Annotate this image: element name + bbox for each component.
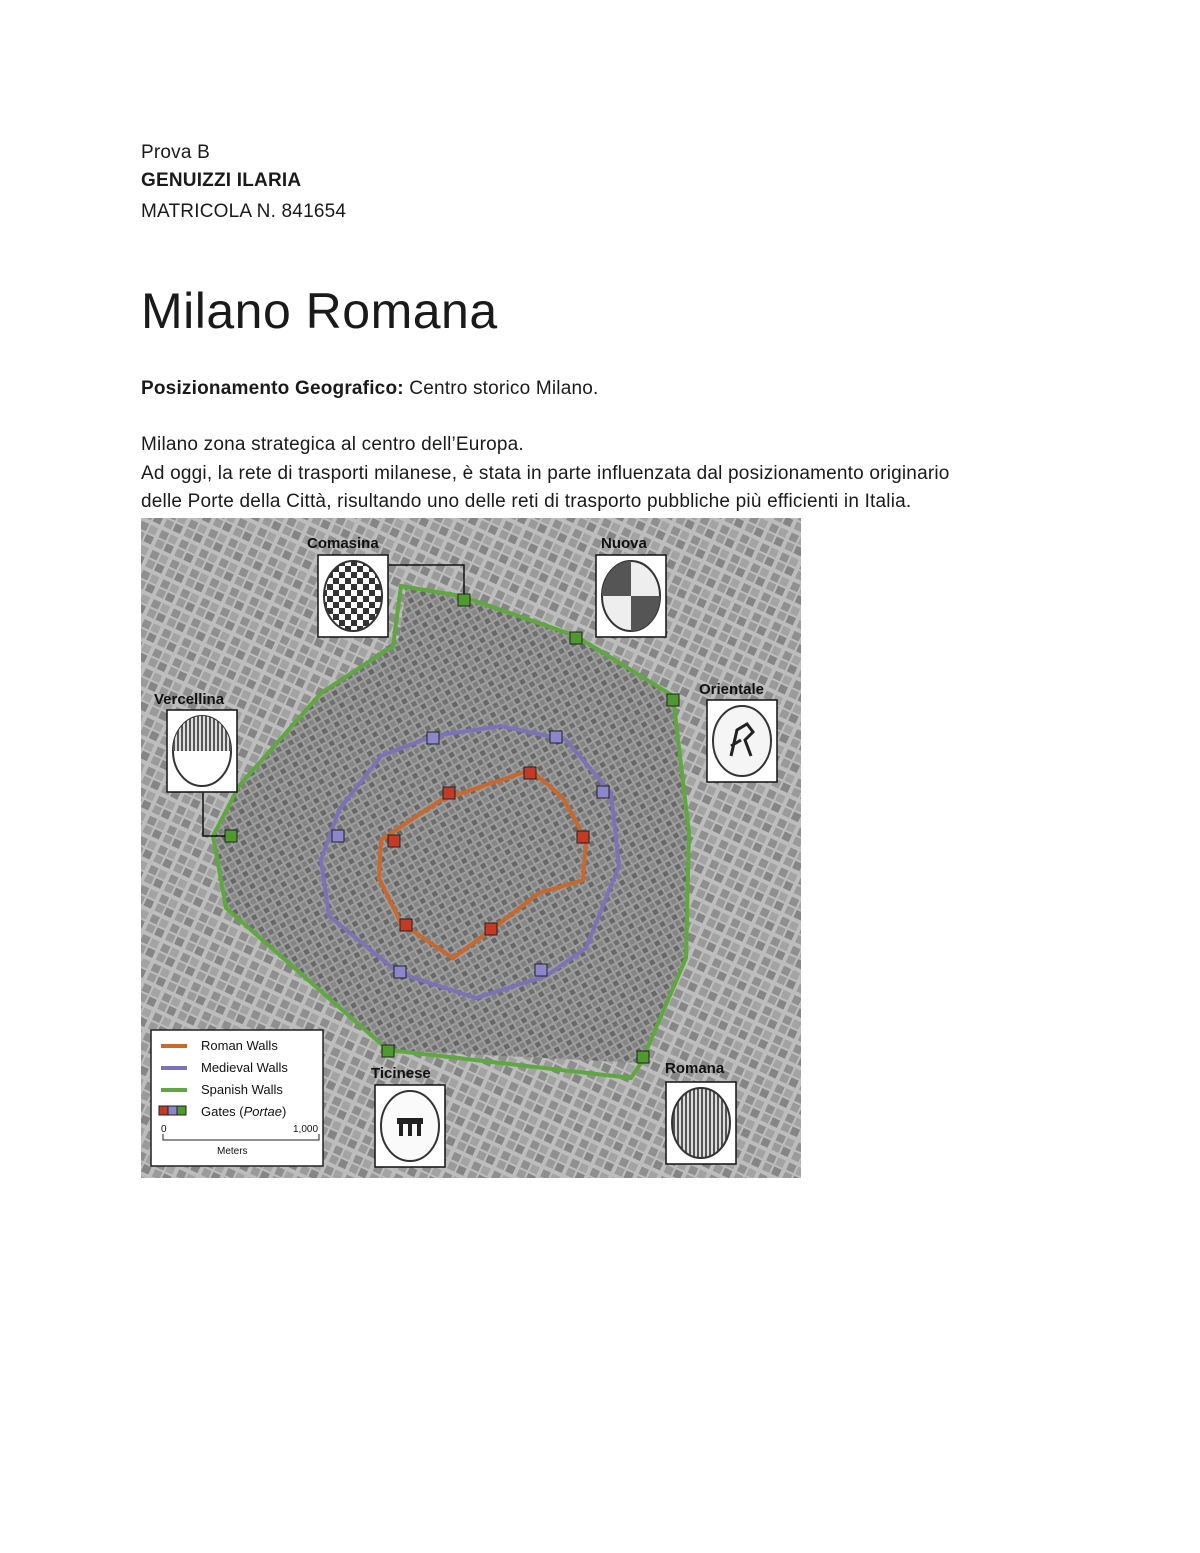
test-label: Prova B [141, 142, 210, 163]
legend-spanish: Spanish Walls [201, 1082, 283, 1097]
nuova-shield-icon [596, 555, 666, 637]
position-line [141, 378, 598, 400]
romana-shield-icon [666, 1082, 736, 1164]
legend-roman: Roman Walls [201, 1038, 278, 1053]
position-value: Centro storico Milano. [403, 378, 599, 399]
comasina-shield-icon [318, 555, 388, 637]
body-line-1: Milano zona strategica al centro dell’Europa. [141, 434, 524, 455]
page-title: Milano Romana [141, 283, 498, 339]
gate-label-comasina: Comasina [307, 535, 379, 552]
vercellina-shield-icon [167, 710, 237, 792]
legend-gates: Gates (Portae) [201, 1104, 287, 1119]
student-name: GENUIZZI ILARIA [141, 170, 302, 191]
body-line-2: Ad oggi, la rete di trasporti milanese, è stata in parte influenzata dal posizionamento originario [141, 463, 950, 484]
map-legend [151, 1030, 323, 1166]
matricola: MATRICOLA N. 841654 [141, 201, 347, 222]
milan-walls-map [141, 518, 801, 1178]
gate-label-nuova: Nuova [601, 535, 647, 552]
scale-max: 1,000 [293, 1124, 319, 1135]
body-line-3: delle Porte della Città, risultando uno delle reti di trasporto pubbliche più efficienti in Italia. [141, 491, 912, 512]
gate-label-vercellina: Vercellina [154, 691, 225, 708]
orientale-shield-icon [707, 700, 777, 782]
gate-label-romana: Romana [665, 1060, 725, 1077]
ticinese-shield-icon [375, 1085, 445, 1167]
scale-unit: Meters [217, 1146, 248, 1157]
gate-label-ticinese: Ticinese [371, 1065, 431, 1082]
scale-zero: 0 [161, 1124, 167, 1135]
position-label: Posizionamento Geografico: [141, 378, 404, 399]
legend-medieval: Medieval Walls [201, 1060, 288, 1075]
gate-label-orientale: Orientale [699, 681, 765, 698]
